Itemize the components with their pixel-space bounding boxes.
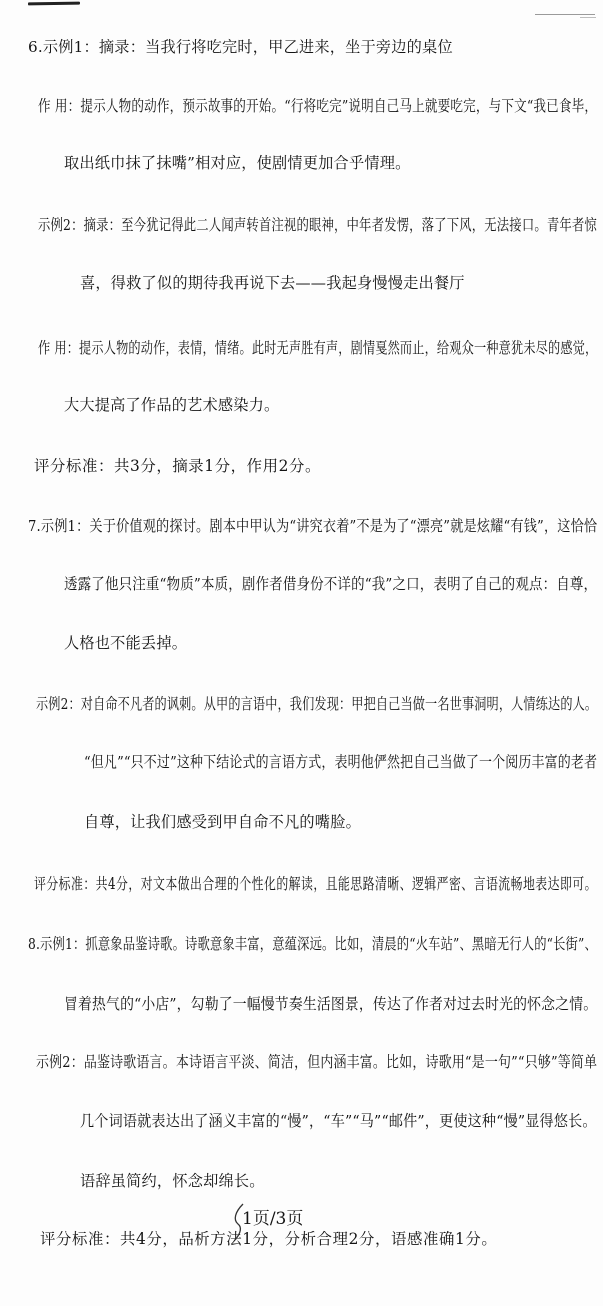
text-line: 8.示例1：抓意象品鉴诗歌。诗歌意象丰富，意蕴深远。比如，清晨的“火车站”、黑暗无行人的“长街”、 bbox=[28, 935, 597, 953]
text-line: 语辞虽简约，怀念却绵长。 bbox=[80, 1172, 265, 1190]
text-line: 喜，得救了似的期待我再说下去——我起身慢慢走出餐厅 bbox=[80, 274, 465, 292]
text-line: 示例2：对自命不凡者的讽刺。从甲的言语中，我们发现：甲把自己当做一名世事洞明，人情练达的人。 bbox=[36, 695, 598, 713]
scan-mark bbox=[580, 17, 596, 18]
text-line: 取出纸巾抹了抹嘴”相对应，使剧情更加合乎情理。 bbox=[64, 154, 411, 172]
text-line: 6.示例1：摘录：当我行将吃完时，甲乙进来，坐于旁边的桌位 bbox=[28, 38, 453, 56]
text-line: 冒着热气的“小店”，勾勒了一幅慢节奏生活图景，传达了作者对过去时光的怀念之情。 bbox=[64, 995, 598, 1013]
text-line: 作 用：提示人物的动作，预示故事的开始。“行将吃完”说明自己马上就要吃完，与下文“我已食毕， bbox=[38, 97, 598, 115]
scoring-criteria-line: 评分标准：共4分，对文本做出合理的个性化的解读，且能思路清晰、逻辑严密、言语流畅地表达即可。 bbox=[34, 875, 597, 893]
text-line: 7.示例1：关于价值观的探讨。剧本中甲认为“讲究衣着”不是为了“漂亮”就是炫耀“有钱”，这恰恰 bbox=[28, 517, 598, 535]
text-line: 人格也不能丢掉。 bbox=[64, 634, 188, 652]
text-line: 示例2：摘录：至今犹记得此二人闻声转首注视的眼神，中年者发愣，落了下风，无法接口。青年者惊 bbox=[38, 216, 597, 234]
text-line: 示例2：品鉴诗歌语言。本诗语言平淡、简洁，但内涵丰富。比如，诗歌用“是一句”“只够”等简单 bbox=[36, 1053, 598, 1071]
page-number: 1页/3页 bbox=[242, 1209, 304, 1229]
text-line: 透露了他只注重“物质”本质，剧作者借身份不详的“我”之口，表明了自己的观点：自尊， bbox=[64, 575, 598, 593]
scoring-criteria-line: 评分标准：共3分，摘录1分，作用2分。 bbox=[34, 457, 322, 475]
scan-mark bbox=[28, 2, 80, 6]
text-line: “但凡”“只不过”这种下结论式的言语方式，表明他俨然把自己当做了一个阅历丰富的老者 bbox=[84, 753, 598, 771]
text-line: 作 用：提示人物的动作，表情，情绪。此时无声胜有声，剧情戛然而止，给观众一种意犹未尽的感觉， bbox=[38, 339, 598, 357]
scan-mark bbox=[535, 14, 595, 15]
text-line: 大大提高了作品的艺术感染力。 bbox=[64, 396, 280, 414]
text-line: 自尊，让我们感受到甲自命不凡的嘴脸。 bbox=[84, 813, 361, 831]
text-line: 几个词语就表达出了涵义丰富的“慢”，“车”“马”“邮件”，更使这种“慢”显得悠长。 bbox=[80, 1112, 597, 1130]
scoring-criteria-line: 评分标准：共4分，品析方法1分，分析合理2分，语感准确1分。 bbox=[40, 1230, 498, 1248]
